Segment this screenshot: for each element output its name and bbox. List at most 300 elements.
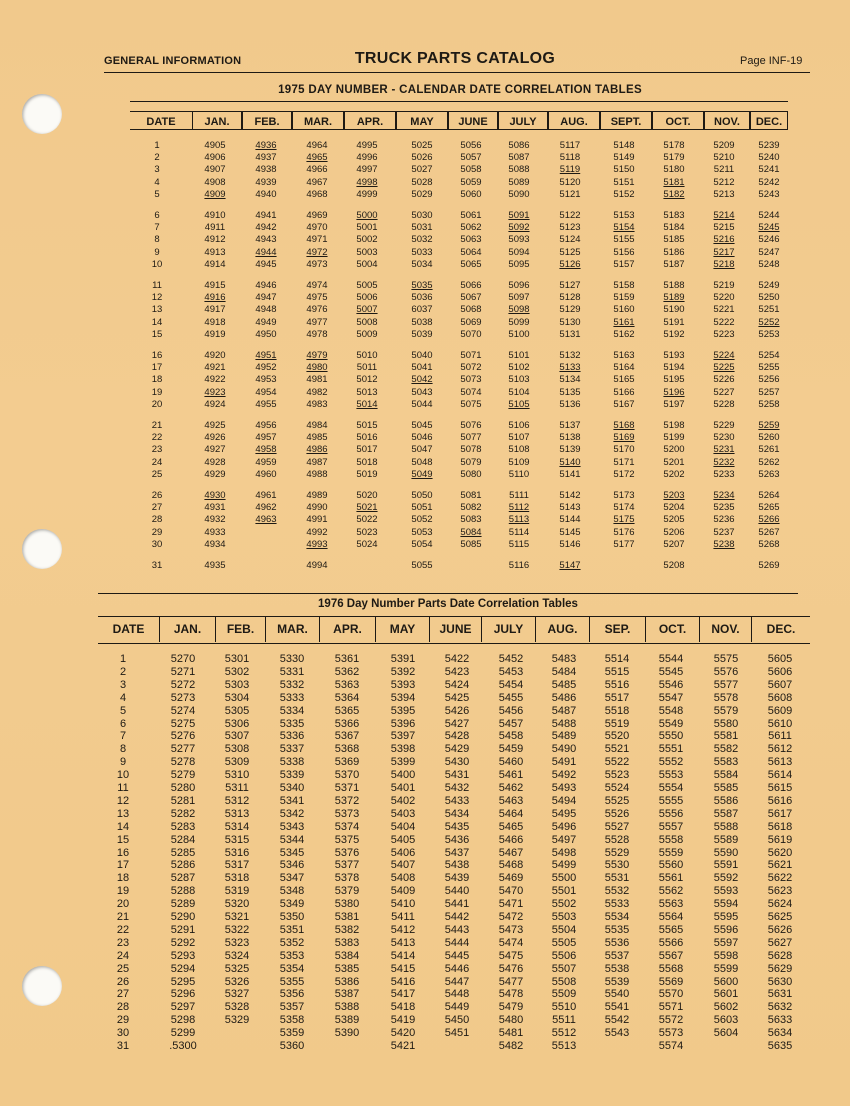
day-number-cell: 5034 xyxy=(411,258,433,270)
day-number-cell: 5463 xyxy=(498,794,524,807)
column-header-month-7: JULY xyxy=(482,617,536,642)
day-number-cell: 5501 xyxy=(551,885,577,898)
day-number-cell: 5236 xyxy=(713,514,735,526)
day-number-cell: 5610 xyxy=(767,717,793,730)
day-number-cell: 5474 xyxy=(498,936,524,949)
day-number-cell: 5067 xyxy=(460,292,482,304)
day-number-cell: 5291 xyxy=(170,923,196,936)
day-number-cell: 5593 xyxy=(713,885,739,898)
day-number-cell: 5242 xyxy=(758,176,780,188)
day-number-cell: 5089 xyxy=(508,176,530,188)
day-number-cell: 5107 xyxy=(508,432,530,444)
day-number-cell: 5279 xyxy=(170,769,196,782)
day-number-cell: 4949 xyxy=(255,316,277,328)
day-number-cell: 5581 xyxy=(713,730,739,743)
day-number-cell: 4951 xyxy=(255,350,277,361)
day-number-cell: 5375 xyxy=(334,833,360,846)
day-number-cell: 5483 xyxy=(551,653,577,665)
day-number-cell: 5534 xyxy=(604,911,630,923)
column-header-date: DATE xyxy=(130,111,192,130)
day-number-cell: 5270 xyxy=(170,653,196,665)
day-number-cell: 5382 xyxy=(334,923,360,936)
day-number-cell: 4954 xyxy=(255,386,277,398)
date-label: 13 xyxy=(151,304,163,316)
day-number-cell: 5161 xyxy=(613,316,635,328)
day-number-cell: 5362 xyxy=(334,665,360,678)
day-number-cell: 5635 xyxy=(767,1040,793,1052)
day-number-cell: 5106 xyxy=(508,420,530,431)
day-number-cell: 5249 xyxy=(758,280,780,291)
day-number-cell: 5324 xyxy=(224,949,250,962)
day-number-cell: 5394 xyxy=(390,691,416,704)
day-number-cell: 5158 xyxy=(613,280,635,291)
day-number-cell: 5393 xyxy=(390,678,416,691)
day-number-cell: 5169 xyxy=(613,432,635,444)
day-number-cell: 5634 xyxy=(767,1027,793,1040)
day-number-cell: 5366 xyxy=(334,717,360,730)
day-number-cell: 5542 xyxy=(604,1014,630,1027)
date-label: 10 xyxy=(151,258,163,270)
day-number-cell: 5183 xyxy=(663,210,685,221)
day-number-cell: 5387 xyxy=(334,988,360,1001)
day-number-cell: 5139 xyxy=(559,444,581,456)
date-label: 25 xyxy=(116,962,130,975)
day-number-cell: 5546 xyxy=(658,678,684,691)
day-number-cell: 5024 xyxy=(356,538,378,550)
date-label: 4 xyxy=(119,691,127,704)
day-number-cell: 4905 xyxy=(204,140,226,151)
day-number-cell: 5476 xyxy=(498,962,524,975)
day-number-cell: 5298 xyxy=(170,1014,196,1027)
day-number-cell: 4955 xyxy=(255,398,277,410)
day-number-cell: 4992 xyxy=(306,526,328,538)
day-number-cell: 5258 xyxy=(758,398,780,410)
date-label: 23 xyxy=(116,936,130,949)
day-number-cell: 5562 xyxy=(658,885,684,898)
day-number-cell: 5195 xyxy=(663,374,685,386)
day-number-cell: 5130 xyxy=(559,316,581,328)
day-number-cell: 5567 xyxy=(658,949,684,962)
day-number-cell: 5505 xyxy=(551,936,577,949)
day-number-cell: 5248 xyxy=(758,258,780,270)
day-number-cell: 5397 xyxy=(390,730,416,743)
date-label: 3 xyxy=(119,678,127,691)
date-label: 14 xyxy=(151,316,163,328)
day-number-cell: 5492 xyxy=(551,769,577,782)
day-number-cell: 5328 xyxy=(224,1001,250,1014)
day-number-cell: 4912 xyxy=(204,234,226,246)
day-number-cell: 5071 xyxy=(460,350,482,361)
day-number-cell: 5211 xyxy=(713,164,735,176)
day-number-cell: 5010 xyxy=(356,350,378,361)
day-number-cell: 5318 xyxy=(224,872,250,885)
day-number-cell: 5206 xyxy=(663,526,685,538)
day-number-cell: 5228 xyxy=(713,398,735,410)
date-label: 15 xyxy=(116,833,130,846)
day-number-cell: 4913 xyxy=(204,246,226,258)
day-number-cell: 5311 xyxy=(225,782,249,794)
day-number-cell: 5522 xyxy=(604,756,630,769)
day-number-cell: 4919 xyxy=(204,328,226,340)
day-number-cell: 4978 xyxy=(306,328,328,340)
day-number-cell: 5271 xyxy=(170,665,196,678)
day-number-cell: 4914 xyxy=(204,258,226,270)
day-number-cell: 5314 xyxy=(224,820,250,833)
day-number-cell: 5186 xyxy=(663,246,685,258)
day-number-cell: 4936 xyxy=(255,140,277,151)
day-number-cell: 5453 xyxy=(498,665,524,678)
day-number-cell: 5233 xyxy=(713,468,735,480)
date-label: 12 xyxy=(116,794,130,807)
date-label: 4 xyxy=(154,176,160,188)
day-number-cell: 5061 xyxy=(460,210,482,221)
day-number-cell: 5609 xyxy=(767,704,793,717)
day-number-cell: 5479 xyxy=(498,1001,524,1014)
day-number-cell: 5312 xyxy=(224,794,250,807)
day-number-cell: 5550 xyxy=(658,730,684,743)
day-number-cell: 5121 xyxy=(559,188,581,200)
day-number-cell: 4973 xyxy=(306,258,328,270)
day-number-cell: 5217 xyxy=(713,246,735,258)
day-number-cell: 5551 xyxy=(658,743,684,756)
day-number-cell: 5086 xyxy=(508,140,530,151)
day-number-cell: 5480 xyxy=(498,1014,524,1027)
day-number-cell: 4979 xyxy=(306,350,328,361)
date-label: 18 xyxy=(151,374,163,386)
day-number-cell: 5585 xyxy=(713,782,739,794)
day-number-cell: 5188 xyxy=(663,280,685,291)
day-number-cell: 5224 xyxy=(713,350,735,361)
day-number-cell: 5128 xyxy=(559,292,581,304)
day-number-cell: 5343 xyxy=(279,820,305,833)
day-number-cell: 5055 xyxy=(411,560,433,571)
day-number-cell: 5539 xyxy=(604,975,630,988)
day-number-cell: 5273 xyxy=(170,691,196,704)
day-number-cell: 5052 xyxy=(411,514,433,526)
column-header-month-10: OCT. xyxy=(646,617,700,642)
day-number-cell: 5009 xyxy=(356,328,378,340)
day-number-cell: 5150 xyxy=(613,164,635,176)
day-number-cell: 4947 xyxy=(255,292,277,304)
day-number-cell: 5337 xyxy=(279,743,305,756)
day-number-cell: 5134 xyxy=(559,374,581,386)
day-number-cell: 5358 xyxy=(279,1014,305,1027)
day-number-cell: 5216 xyxy=(713,234,735,246)
day-number-cell: 5334 xyxy=(279,704,305,717)
day-number-cell: 5347 xyxy=(279,872,305,885)
day-number-cell: 4918 xyxy=(204,316,226,328)
day-number-cell: 5410 xyxy=(390,898,416,911)
day-number-cell: 5467 xyxy=(498,846,524,859)
day-number-cell: 5111 xyxy=(509,490,529,501)
day-number-cell: 4946 xyxy=(255,280,277,291)
day-number-cell: 5583 xyxy=(713,756,739,769)
date-label: 29 xyxy=(116,1014,130,1027)
date-label: 28 xyxy=(151,514,163,526)
day-number-cell: 6037 xyxy=(411,304,433,316)
day-number-cell: 5333 xyxy=(279,691,305,704)
day-number-cell: 5060 xyxy=(460,188,482,200)
day-number-cell: 5356 xyxy=(279,988,305,1001)
day-number-cell: 5538 xyxy=(604,962,630,975)
day-number-cell: 5591 xyxy=(713,859,739,872)
day-number-cell: 5417 xyxy=(390,988,416,1001)
day-number-cell: 5033 xyxy=(411,246,433,258)
day-number-cell: 5504 xyxy=(551,923,577,936)
day-number-cell: 5104 xyxy=(508,386,530,398)
day-number-cell: .5300 xyxy=(169,1040,197,1052)
day-number-cell: 4980 xyxy=(306,362,328,374)
day-number-cell: 5344 xyxy=(279,833,305,846)
day-number-cell: 4934 xyxy=(204,538,226,550)
date-label: 30 xyxy=(151,538,163,550)
day-number-cell: 5545 xyxy=(658,665,684,678)
day-number-cell: 5361 xyxy=(334,653,360,665)
day-number-cell: 4923 xyxy=(204,386,226,398)
day-number-cell: 5364 xyxy=(334,691,360,704)
day-number-cell: 5445 xyxy=(444,949,470,962)
day-number-cell: 4977 xyxy=(306,316,328,328)
day-number-cell: 5502 xyxy=(551,898,577,911)
day-number-cell: 5062 xyxy=(460,222,482,234)
day-number-cell: 5038 xyxy=(411,316,433,328)
day-number-cell: 5512 xyxy=(551,1027,577,1040)
day-number-cell: 5090 xyxy=(508,188,530,200)
day-number-cell: 5506 xyxy=(551,949,577,962)
date-label: 17 xyxy=(151,362,163,374)
date-label: 31 xyxy=(151,560,163,571)
day-number-cell: 5523 xyxy=(604,769,630,782)
day-number-cell: 5496 xyxy=(551,820,577,833)
day-number-cell: 5632 xyxy=(767,1001,793,1014)
day-number-cell: 5490 xyxy=(551,743,577,756)
day-number-cell: 5159 xyxy=(613,292,635,304)
day-number-cell: 4950 xyxy=(255,328,277,340)
day-number-cell: 5116 xyxy=(508,560,530,571)
day-number-cell: 5036 xyxy=(411,292,433,304)
day-number-cell: 5170 xyxy=(613,444,635,456)
day-number-cell: 5487 xyxy=(551,704,577,717)
day-number-cell: 4945 xyxy=(255,258,277,270)
day-number-cell: 5486 xyxy=(551,691,577,704)
day-number-cell: 5214 xyxy=(713,210,735,221)
day-number-cell: 5447 xyxy=(444,975,470,988)
day-number-cell: 4942 xyxy=(255,222,277,234)
day-number-cell: 4917 xyxy=(204,304,226,316)
column-header-month-4: APR. xyxy=(344,111,396,130)
day-number-cell: 5452 xyxy=(498,653,524,665)
day-number-cell: 5245 xyxy=(758,222,780,234)
day-number-cell: 4941 xyxy=(255,210,277,221)
day-number-cell: 5530 xyxy=(604,859,630,872)
day-number-cell: 5503 xyxy=(551,911,577,923)
day-number-cell: 5154 xyxy=(613,222,635,234)
day-number-cell: 5435 xyxy=(444,820,470,833)
day-number-cell: 5339 xyxy=(279,769,305,782)
day-number-cell: 5221 xyxy=(713,304,735,316)
day-number-cell: 5543 xyxy=(604,1027,630,1040)
day-number-cell: 5563 xyxy=(658,898,684,911)
day-number-cell: 5413 xyxy=(390,936,416,949)
day-number-cell: 4906 xyxy=(204,152,226,164)
day-number-cell: 5380 xyxy=(334,898,360,911)
day-number-cell: 4963 xyxy=(255,514,277,526)
day-number-cell: 5570 xyxy=(658,988,684,1001)
day-number-cell: 5007 xyxy=(356,304,378,316)
day-number-cell: 5444 xyxy=(444,936,470,949)
day-number-cell: 5292 xyxy=(170,936,196,949)
day-number-cell: 5028 xyxy=(411,176,433,188)
day-number-cell: 5574 xyxy=(658,1040,684,1052)
day-number-cell: 5198 xyxy=(663,420,685,431)
day-number-cell: 5304 xyxy=(224,691,250,704)
column-header-date: DATE xyxy=(98,617,160,642)
day-number-cell: 5185 xyxy=(663,234,685,246)
day-number-cell: 5197 xyxy=(663,398,685,410)
day-number-cell: 5330 xyxy=(279,653,305,665)
day-number-cell: 5561 xyxy=(658,872,684,885)
day-number-cell: 5613 xyxy=(767,756,793,769)
day-number-cell: 5257 xyxy=(758,386,780,398)
day-number-cell: 5586 xyxy=(713,794,739,807)
day-number-cell: 5129 xyxy=(559,304,581,316)
day-number-cell: 5360 xyxy=(279,1040,305,1052)
day-number-cell: 5594 xyxy=(713,898,739,911)
date-label: 10 xyxy=(116,769,130,782)
day-number-cell: 5305 xyxy=(224,704,250,717)
day-number-cell: 5481 xyxy=(498,1027,524,1040)
day-number-cell: 4956 xyxy=(255,420,277,431)
day-number-cell: 5153 xyxy=(613,210,635,221)
day-number-cell: 5416 xyxy=(390,975,416,988)
day-number-cell: 4930 xyxy=(204,490,226,501)
day-number-cell: 5049 xyxy=(411,468,433,480)
day-number-cell: 5165 xyxy=(613,374,635,386)
day-number-cell: 5527 xyxy=(604,820,630,833)
day-number-cell: 5556 xyxy=(658,807,684,820)
day-number-cell: 5323 xyxy=(224,936,250,949)
day-number-cell: 5218 xyxy=(713,258,735,270)
day-number-cell: 5018 xyxy=(356,456,378,468)
column-header-month-9: SEPT. xyxy=(600,111,652,130)
date-label: 1 xyxy=(154,140,160,151)
day-number-cell: 5621 xyxy=(767,859,793,872)
day-number-cell: 5372 xyxy=(334,794,360,807)
day-number-cell: 5100 xyxy=(508,328,530,340)
day-number-cell: 5584 xyxy=(713,769,739,782)
day-number-cell: 4995 xyxy=(356,140,378,151)
day-number-cell: 5354 xyxy=(279,962,305,975)
day-number-cell: 5460 xyxy=(498,756,524,769)
day-number-cell: 5383 xyxy=(334,936,360,949)
day-number-cell: 5157 xyxy=(613,258,635,270)
day-number-cell: 5436 xyxy=(444,833,470,846)
day-number-cell: 5171 xyxy=(613,456,635,468)
day-number-cell: 5006 xyxy=(356,292,378,304)
day-number-cell: 5571 xyxy=(658,1001,684,1014)
day-number-cell: 5069 xyxy=(460,316,482,328)
day-number-cell: 4968 xyxy=(306,188,328,200)
day-number-cell: 5105 xyxy=(508,398,530,410)
day-number-cell: 5615 xyxy=(767,782,793,794)
date-label: 1 xyxy=(119,653,127,665)
day-number-cell: 5189 xyxy=(663,292,685,304)
day-number-cell: 4970 xyxy=(306,222,328,234)
day-number-cell: 5402 xyxy=(390,794,416,807)
day-number-cell: 5392 xyxy=(390,665,416,678)
day-number-cell: 4981 xyxy=(306,374,328,386)
day-number-cell: 5098 xyxy=(508,304,530,316)
day-number-cell: 5391 xyxy=(390,653,416,665)
day-number-cell: 5282 xyxy=(170,807,196,820)
day-number-cell: 5079 xyxy=(460,456,482,468)
day-number-cell: 5074 xyxy=(460,386,482,398)
day-number-cell: 5519 xyxy=(604,717,630,730)
day-number-cell: 5509 xyxy=(551,988,577,1001)
column-header-month-7: JULY xyxy=(498,111,548,130)
date-label: 11 xyxy=(152,280,162,291)
day-number-cell: 5395 xyxy=(390,704,416,717)
day-number-cell: 5588 xyxy=(713,820,739,833)
day-number-cell: 5605 xyxy=(767,653,793,665)
day-number-cell: 5272 xyxy=(170,678,196,691)
day-number-cell: 5424 xyxy=(444,678,470,691)
date-label: 22 xyxy=(151,432,163,444)
day-number-cell: 5204 xyxy=(663,502,685,514)
day-number-cell: 4966 xyxy=(306,164,328,176)
day-number-cell: 5094 xyxy=(508,246,530,258)
day-number-cell: 5423 xyxy=(444,665,470,678)
day-number-cell: 5027 xyxy=(411,164,433,176)
day-number-cell: 5320 xyxy=(224,898,250,911)
day-number-cell: 5626 xyxy=(767,923,793,936)
day-number-cell: 5412 xyxy=(390,923,416,936)
day-number-cell: 5212 xyxy=(713,176,735,188)
date-label: 9 xyxy=(119,756,127,769)
day-number-cell: 5462 xyxy=(498,782,524,794)
column-header-month-3: MAR. xyxy=(292,111,344,130)
day-number-cell: 5192 xyxy=(663,328,685,340)
day-number-cell: 5053 xyxy=(411,526,433,538)
day-number-cell: 5370 xyxy=(334,769,360,782)
day-number-cell: 4948 xyxy=(255,304,277,316)
date-label: 8 xyxy=(154,234,160,246)
column-header-month-12: DEC. xyxy=(766,622,796,636)
day-number-cell: 5077 xyxy=(460,432,482,444)
day-number-cell: 5124 xyxy=(559,234,581,246)
day-number-cell: 5269 xyxy=(758,560,780,571)
day-number-cell: 4969 xyxy=(306,210,328,221)
day-number-cell: 4944 xyxy=(255,246,277,258)
day-number-cell: 5437 xyxy=(444,846,470,859)
day-number-cell: 5289 xyxy=(170,898,196,911)
day-number-cell: 4909 xyxy=(204,188,226,200)
day-number-cell: 5063 xyxy=(460,234,482,246)
day-number-cell: 5612 xyxy=(767,743,793,756)
day-number-cell: 5264 xyxy=(758,490,780,501)
day-number-cell: 5266 xyxy=(758,514,780,526)
day-number-cell: 5286 xyxy=(170,859,196,872)
day-number-cell: 5456 xyxy=(498,704,524,717)
day-number-cell: 4938 xyxy=(255,164,277,176)
day-number-cell: 4996 xyxy=(356,152,378,164)
day-number-cell: 5127 xyxy=(559,280,581,291)
day-number-cell: 5631 xyxy=(767,988,793,1001)
day-number-cell: 5378 xyxy=(334,872,360,885)
day-number-cell: 5477 xyxy=(498,975,524,988)
day-number-cell: 4935 xyxy=(204,560,226,571)
day-number-cell: 4999 xyxy=(356,188,378,200)
